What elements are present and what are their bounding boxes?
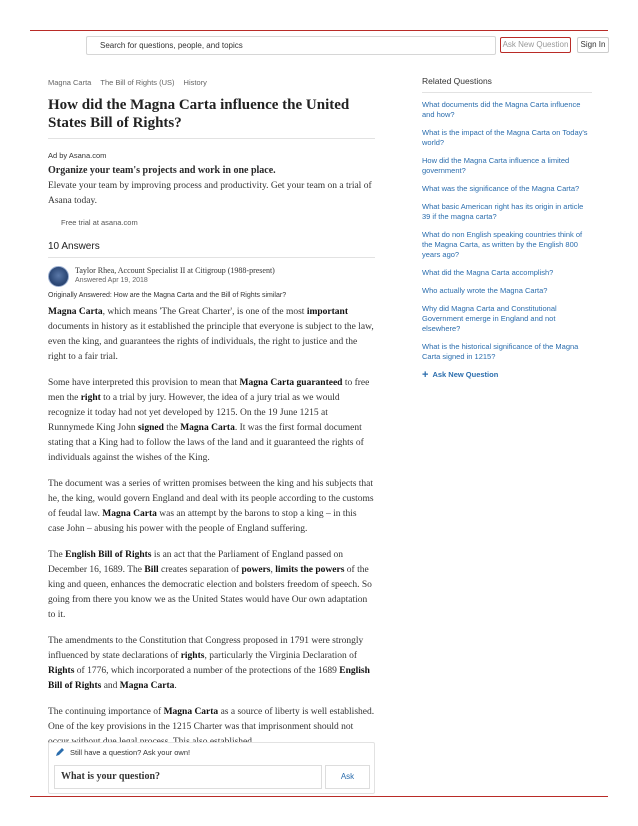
question-input[interactable]: What is your question? — [54, 765, 322, 789]
text-run: , particularly the Virginia Declaration of — [204, 651, 358, 661]
text-run: as a source of liberty is well established. One of the key provisions in the 1215 Charter was that imprisonment should not — [48, 707, 375, 732]
answer-body — [48, 305, 375, 750]
bold-text: rights — [180, 651, 205, 661]
originally-answered: Originally Answered: How are the Magna Carta and the Bill of Rights similar? — [48, 292, 287, 299]
breadcrumb-topic[interactable]: Magna Carta — [48, 78, 92, 87]
breadcrumb-topic[interactable]: History — [183, 78, 207, 87]
text-run: , which means 'The Great Charter', is one of the most — [102, 307, 307, 317]
ask-question-box — [48, 742, 375, 794]
divider — [48, 138, 375, 139]
add-question-label: Ask New Question — [432, 370, 499, 379]
answer-date: Answered Apr 19, 2018 — [75, 277, 148, 284]
main-content — [48, 78, 375, 761]
related-question-link[interactable]: How did the Magna Carta influence a limited government? — [422, 156, 570, 175]
bold-text: powers — [241, 565, 271, 575]
author-name[interactable]: Taylor Rhea, Account Specialist II at Citigroup (1988-present) — [75, 266, 275, 275]
text-run: and — [101, 681, 120, 691]
answer-author — [48, 266, 375, 287]
text-run: . It was the first formal document stating that a King had to follow the laws of the land and it guaranteed the rights of individuals against the wishes of the King. — [48, 423, 364, 463]
related-question-link[interactable]: What is the historical significance of the Magna Carta signed in 1215? — [422, 342, 579, 361]
bold-text: Magna Carta — [48, 307, 103, 317]
breadcrumb — [48, 78, 375, 87]
question-title: How did the Magna Carta influence the United States Bill of Rights? — [48, 97, 350, 131]
answer-paragraph — [48, 477, 375, 537]
ad-link[interactable]: Free trial at asana.com — [61, 218, 138, 227]
ask-prompt: Still have a question? Ask your own! — [70, 747, 191, 757]
bold-text: Magna Carta — [180, 423, 235, 433]
bold-text: English Bill of Rights — [48, 666, 370, 691]
text-run: documents in history as it established the principle that everyone is subject to the law, even the king, and guarantees the rights of individuals, the right to justice and the right to a fair trial. — [48, 322, 374, 362]
breadcrumb-topic[interactable]: The Bill of Rights (US) — [100, 78, 175, 87]
bold-text: important — [306, 307, 348, 317]
related-questions-panel — [422, 76, 592, 379]
related-question-link[interactable]: What basic American right has its origin in article 39 if the magna carta? — [422, 202, 584, 221]
search-input[interactable]: Search for questions, people, and topics — [86, 36, 496, 55]
related-question-link[interactable]: What is the impact of the Magna Carta on Today's world? — [422, 128, 588, 147]
text-run: The amendments to the Constitution that Congress proposed in 1791 were strongly influenced by state declarations of — [48, 636, 364, 661]
answer-paragraph — [48, 548, 375, 623]
related-questions-list — [422, 100, 592, 362]
answer-paragraph — [48, 634, 375, 694]
related-question-link[interactable]: What was the significance of the Magna Carta? — [422, 184, 580, 193]
related-questions-title: Related Questions — [422, 76, 492, 86]
text-run: to a trial by jury. However, the idea of a jury trial as we would recognize it today had not yet developed by 1215. On the 19 June 1215 at Runnymede King John — [48, 393, 340, 433]
text-run: was an attempt by the barons to stop a king – in this case John – abusing his power with the people of England suffering. — [48, 509, 357, 534]
bold-text: Bill — [144, 565, 159, 575]
text-run: Some have interpreted this provision to mean that — [48, 378, 240, 388]
related-question-link[interactable]: What documents did the Magna Carta influence and how? — [422, 100, 581, 119]
text-run: creates separation of — [158, 565, 242, 575]
top-accent-line — [30, 30, 608, 31]
related-question-link[interactable]: What did the Magna Carta accomplish? — [422, 268, 554, 277]
text-run: of 1776, which incorporated a number of the protections of the 1689 — [74, 666, 340, 676]
text-run: . — [174, 681, 177, 691]
answer-paragraph — [48, 305, 375, 365]
ad-sponsor: Ad by Asana.com — [48, 151, 107, 160]
text-run: The continuing importance of — [48, 707, 164, 717]
answer-paragraph — [48, 376, 375, 466]
bold-text: Magna Carta — [163, 707, 219, 717]
bold-text: Magna Carta — [119, 681, 175, 691]
text-run: The document was a series of written promises between the king and his subjects that he, the king, would govern England and deal with its people according to the customs of feudal law. — [48, 479, 374, 519]
text-run: The — [48, 550, 66, 560]
pencil-icon — [55, 747, 65, 757]
related-question-link[interactable]: Who actually wrote the Magna Carta? — [422, 286, 548, 295]
bold-text: Rights — [48, 666, 75, 676]
ad-body: Elevate your team by improving process and productivity. Get your team on a trial of Asana today. — [48, 181, 372, 206]
bold-text: English Bill of Rights — [65, 550, 152, 560]
bottom-accent-line — [30, 796, 608, 797]
related-question-link[interactable]: What do non English speaking countries think of the Magna Carta, as written by the English 800 years ago? — [422, 230, 583, 259]
add-question-link[interactable] — [422, 370, 592, 379]
bold-text: Magna Carta — [102, 509, 157, 519]
sign-in-button[interactable]: Sign In — [577, 37, 609, 53]
bold-text: signed — [137, 423, 164, 433]
ad-headline[interactable]: Organize your team's projects and work in one place. — [48, 165, 276, 176]
text-run: , — [270, 565, 276, 575]
answers-count: 10 Answers — [48, 241, 100, 252]
text-run: is an act that the Parliament of England passed on December 16, 1689. The — [48, 550, 344, 575]
ask-button[interactable]: Ask — [325, 765, 370, 789]
text-run: of the king and queen, enhances the democratic election and bolsters freedom of speech. So going from there you know we as the United States would have Our own adaptation to it. — [48, 565, 372, 620]
divider — [48, 257, 375, 258]
bold-text: right — [80, 393, 101, 403]
text-run: the — [163, 423, 181, 433]
avatar[interactable] — [48, 266, 69, 287]
ask-new-question-button[interactable]: Ask New Question — [500, 37, 571, 53]
bold-text: Magna Carta guaranteed — [239, 378, 343, 388]
divider — [422, 92, 592, 93]
related-question-link[interactable]: Why did Magna Carta and Constitutional Government emerge in England and not elsewhere? — [422, 304, 557, 333]
bold-text: limits the powers — [275, 565, 345, 575]
text-run: to free men the — [48, 378, 370, 403]
plus-icon: + — [422, 368, 429, 381]
